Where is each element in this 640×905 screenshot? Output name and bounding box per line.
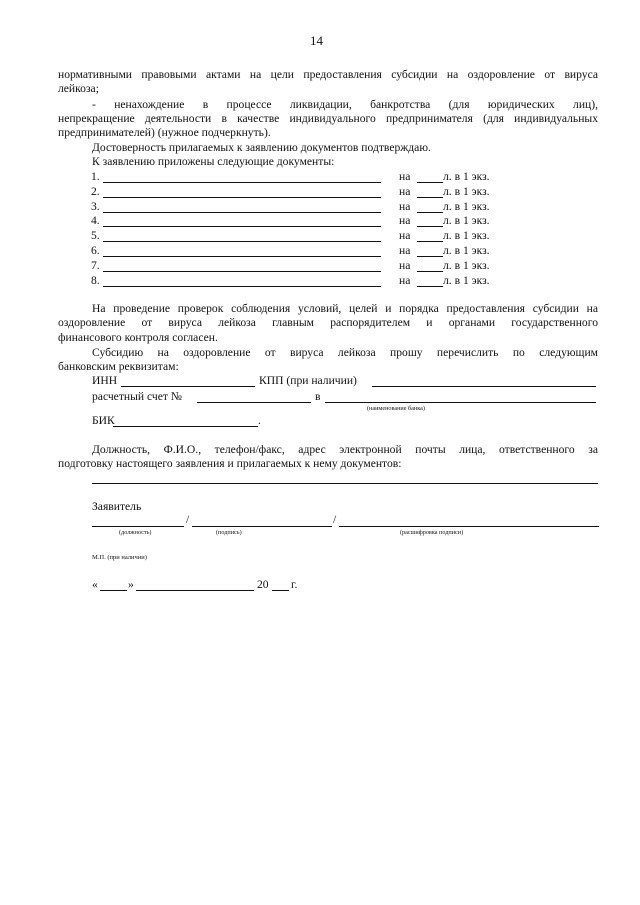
document-name-blank[interactable]: [103, 286, 381, 287]
document-sheets-blank[interactable]: [417, 182, 443, 183]
applicant-label: Заявитель: [92, 500, 142, 513]
date-year-suffix: г.: [291, 578, 298, 591]
document-sheets-blank[interactable]: [417, 226, 443, 227]
responsible-person-field[interactable]: [92, 483, 598, 484]
document-sheets-label: л. в 1 экз.: [443, 170, 490, 183]
kpp-label: КПП (при наличии): [259, 374, 357, 387]
applicant-slash: /: [333, 513, 337, 526]
document-sheets-blank[interactable]: [417, 271, 443, 272]
applicant-slash: /: [186, 513, 190, 526]
date-day-field[interactable]: [100, 590, 127, 591]
para1-line1: нормативными правовыми актами на цели предоставления субсидии на оздоровление от вируса: [58, 68, 598, 81]
document-sheets-label: л. в 1 экз.: [443, 258, 490, 272]
document-number: 2.: [91, 184, 100, 198]
bik-end: .: [258, 414, 261, 427]
document-sheets-blank[interactable]: [417, 197, 443, 198]
document-na-label: на: [399, 258, 411, 272]
inn-label: ИНН: [92, 374, 118, 387]
document-number: 1.: [91, 170, 100, 183]
document-na-label: на: [399, 170, 411, 183]
date-month-field[interactable]: [136, 590, 254, 591]
inn-field[interactable]: [121, 386, 255, 387]
stamp-text: М.П. (при наличии): [92, 554, 147, 561]
bank-in-label: в: [315, 390, 321, 403]
reliability-text: Достоверность прилагаемых к заявлению документов подтверждаю.: [92, 141, 431, 154]
kpp-field[interactable]: [372, 386, 596, 387]
date-close-quote: »: [128, 578, 134, 591]
document-name-blank[interactable]: [103, 182, 381, 183]
document-row: [91, 170, 506, 185]
consent-line2: оздоровление от вируса лейкоза главным распорядителем и органами государственного: [58, 316, 598, 329]
consent-line3: финансового контроля согласен.: [58, 331, 218, 344]
applicant-signature-field[interactable]: [192, 526, 332, 527]
document-na-label: на: [399, 244, 411, 257]
document-number: 8.: [91, 273, 100, 287]
applicant-decoding-field[interactable]: [339, 526, 599, 527]
document-sheets-blank[interactable]: [417, 241, 443, 242]
document-sheets-label: л. в 1 экз.: [443, 184, 490, 198]
document-row: [91, 274, 506, 289]
document-row: [91, 259, 506, 274]
account-field[interactable]: [197, 402, 311, 403]
document-sheets-label: л. в 1 экз.: [443, 229, 490, 243]
bik-label: БИК: [92, 414, 115, 427]
account-label: расчетный счет №: [92, 390, 182, 403]
document-row: [91, 229, 506, 244]
document-sheets-label: л. в 1 экз.: [443, 244, 490, 257]
bank-name-caption: (наименование банка): [367, 405, 425, 412]
applicant-position-field[interactable]: [92, 526, 184, 527]
bik-field[interactable]: [113, 426, 258, 427]
document-name-blank[interactable]: [103, 241, 381, 242]
document-na-label: на: [399, 199, 411, 213]
attached-intro: К заявлению приложены следующие документы:: [92, 155, 335, 168]
document-sheets-label: л. в 1 экз.: [443, 199, 490, 213]
document-number: 4.: [91, 214, 100, 228]
transfer-line1: Субсидию на оздоровление от вируса лейкоза прошу перечислить по следующим: [92, 346, 598, 359]
position-caption: (должность): [119, 529, 152, 536]
document-na-label: на: [399, 214, 411, 228]
document-number: 6.: [91, 244, 100, 257]
document-row: [91, 214, 506, 229]
date-year-prefix: 20: [257, 578, 269, 591]
document-name-blank[interactable]: [103, 226, 381, 227]
document-name-blank[interactable]: [103, 271, 381, 272]
document-row: [91, 185, 506, 200]
transfer-line2: банковским реквизитам:: [58, 360, 179, 373]
document-name-blank[interactable]: [103, 256, 381, 257]
responsible-line2: подготовку настоящего заявления и прилагаемых к нему документов:: [58, 457, 402, 470]
document-na-label: на: [399, 273, 411, 287]
document-name-blank[interactable]: [103, 197, 381, 198]
date-open-quote: «: [92, 578, 98, 591]
para2-line2: непрекращение деятельности в качестве индивидуального предпринимателя (для индивидуальных: [58, 112, 598, 125]
document-sheets-blank[interactable]: [417, 286, 443, 287]
document-number: 5.: [91, 229, 100, 243]
document-row: [91, 200, 506, 215]
bank-name-field[interactable]: [325, 402, 596, 403]
para2-line3: предпринимателей) (нужное подчеркнуть).: [58, 126, 271, 139]
para2-line1: - ненахождение в процессе ликвидации, банкротства (для юридических лиц),: [92, 98, 598, 111]
document-number: 7.: [91, 258, 100, 272]
consent-line1: На проведение проверок соблюдения условий, целей и порядка предоставления субсидии на: [92, 302, 598, 315]
decoding-caption: (расшифровка подписи): [400, 529, 464, 536]
document-sheets-blank[interactable]: [417, 256, 443, 257]
document-sheets-label: л. в 1 экз.: [443, 273, 490, 287]
page-number: 14: [310, 33, 323, 48]
document-sheets-blank[interactable]: [417, 212, 443, 213]
signature-caption: (подпись): [216, 529, 242, 536]
para1-line2: лейкоза;: [58, 82, 99, 95]
document-na-label: на: [399, 184, 411, 198]
document-na-label: на: [399, 229, 411, 243]
document-sheets-label: л. в 1 экз.: [443, 214, 490, 228]
date-year-field[interactable]: [272, 590, 289, 591]
document-number: 3.: [91, 199, 100, 213]
document-row: [91, 244, 506, 259]
document-name-blank[interactable]: [103, 212, 381, 213]
responsible-line1: Должность, Ф.И.О., телефон/факс, адрес электронной почты лица, ответственного за: [92, 443, 598, 456]
